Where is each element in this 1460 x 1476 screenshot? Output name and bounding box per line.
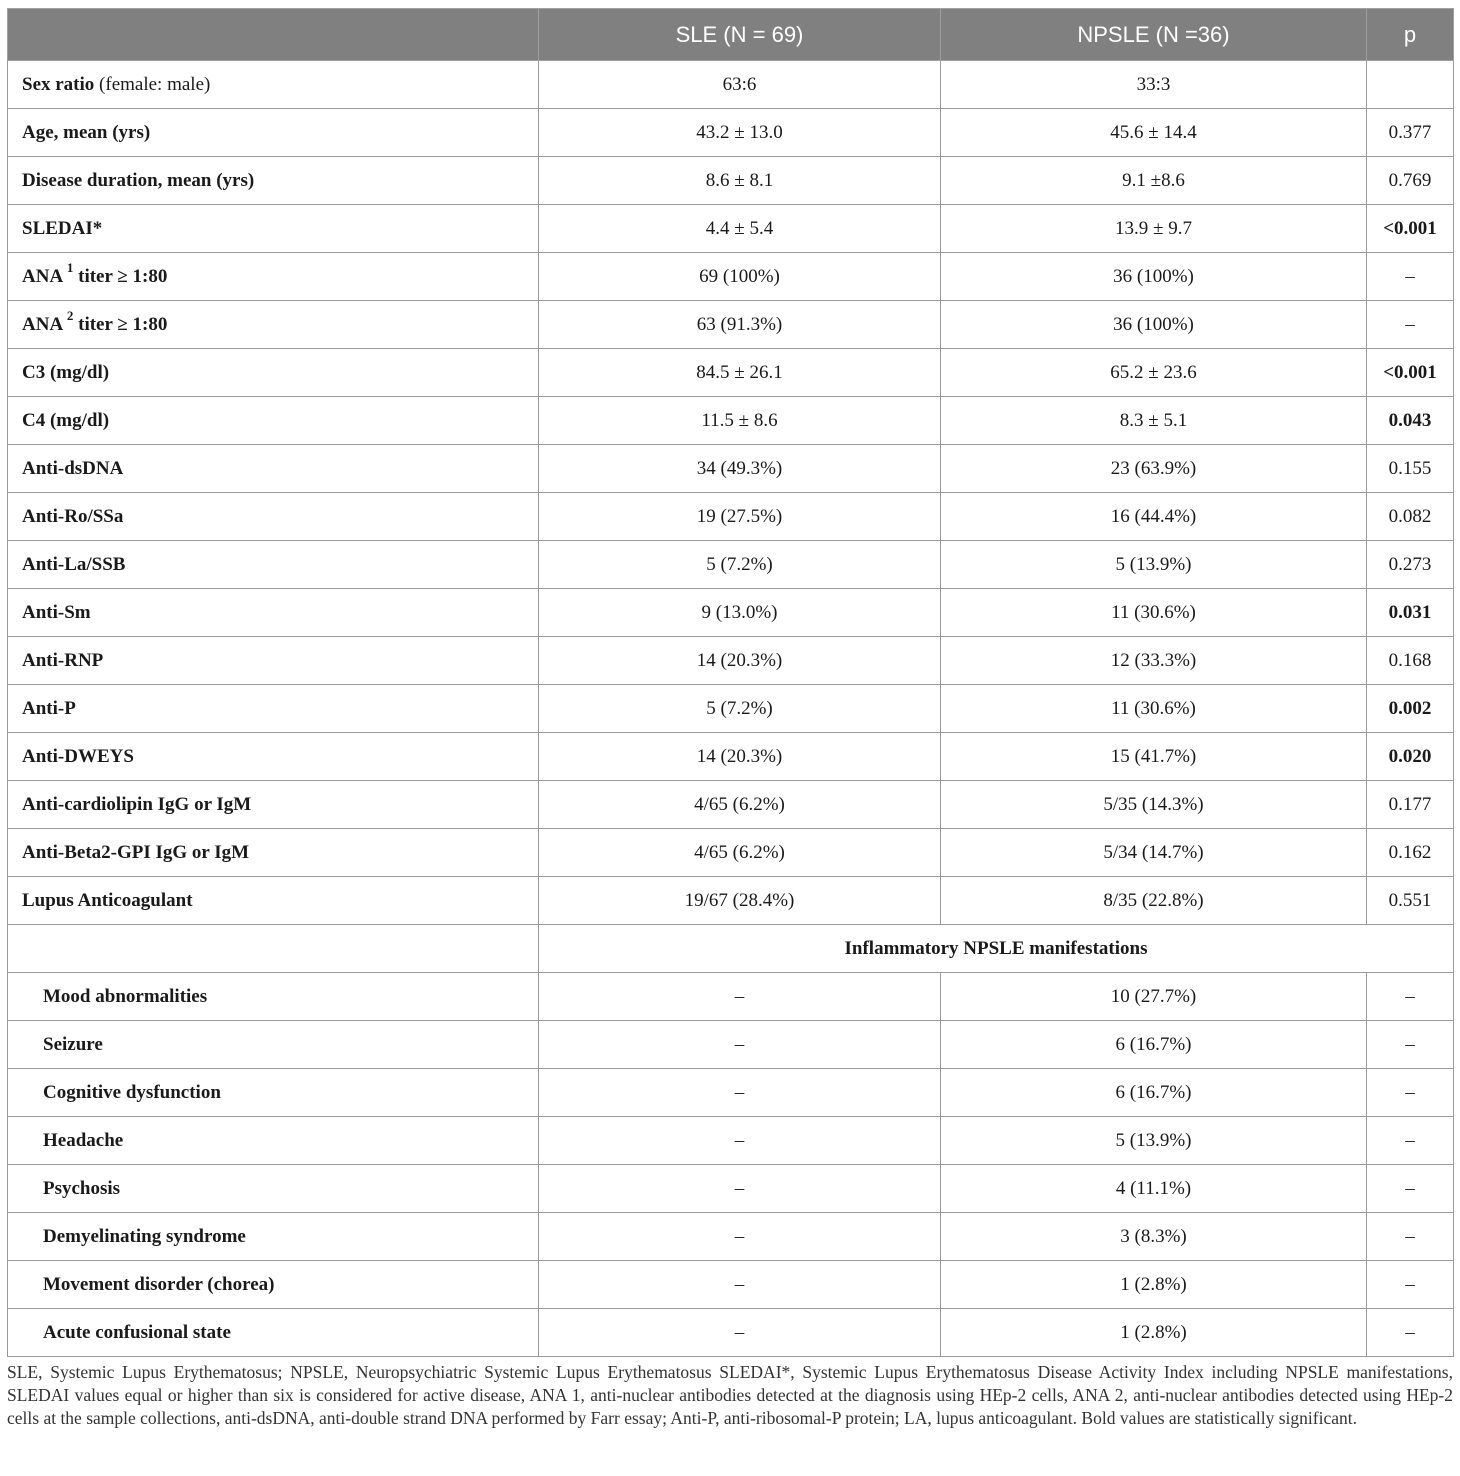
row-label: Psychosis: [8, 1165, 539, 1213]
table-row: [8, 1117, 1454, 1165]
header-cell-p: p: [1367, 9, 1454, 61]
p-cell: –: [1367, 1213, 1454, 1261]
sle-cell: 11.5 ± 8.6: [539, 397, 941, 445]
p-cell: 0.002: [1367, 685, 1454, 733]
row-label: ANA $^1$ titer ≥ 1:80: [8, 253, 539, 301]
table-row: [8, 973, 1454, 1021]
npsle-cell: 1 (2.8%): [941, 1261, 1367, 1309]
table-row: [8, 1165, 1454, 1213]
p-cell: 0.020: [1367, 733, 1454, 781]
sle-cell: 4/65 (6.2%): [539, 829, 941, 877]
p-cell: –: [1367, 1069, 1454, 1117]
npsle-cell: 15 (41.7%): [941, 733, 1367, 781]
sle-cell: –: [539, 1069, 941, 1117]
npsle-cell: 45.6 ± 14.4: [941, 109, 1367, 157]
row-label: Lupus Anticoagulant: [8, 877, 539, 925]
npsle-cell: 6 (16.7%): [941, 1021, 1367, 1069]
npsle-cell: 23 (63.9%): [941, 445, 1367, 493]
section-row: [8, 925, 1454, 973]
header-cell-label: [8, 9, 539, 61]
sle-cell: 8.6 ± 8.1: [539, 157, 941, 205]
header-cell-sle: SLE (N = 69): [539, 9, 941, 61]
table-row: [8, 829, 1454, 877]
row-label: Anti-La/SSB: [8, 541, 539, 589]
sle-cell: 5 (7.2%): [539, 541, 941, 589]
sle-cell: 4/65 (6.2%): [539, 781, 941, 829]
row-label: Anti-P: [8, 685, 539, 733]
p-cell: 0.155: [1367, 445, 1454, 493]
sle-cell: 84.5 ± 26.1: [539, 349, 941, 397]
table-row: [8, 781, 1454, 829]
table-row: [8, 1309, 1454, 1357]
sle-cell: 19 (27.5%): [539, 493, 941, 541]
npsle-cell: 8/35 (22.8%): [941, 877, 1367, 925]
row-label: Cognitive dysfunction: [8, 1069, 539, 1117]
p-cell: –: [1367, 1021, 1454, 1069]
p-cell: 0.769: [1367, 157, 1454, 205]
p-cell: –: [1367, 301, 1454, 349]
row-label: Headache: [8, 1117, 539, 1165]
p-cell: [1367, 61, 1454, 109]
section-title: Inflammatory NPSLE manifestations: [539, 925, 1454, 973]
p-cell: 0.168: [1367, 637, 1454, 685]
npsle-cell: 5 (13.9%): [941, 541, 1367, 589]
p-cell: –: [1367, 1309, 1454, 1357]
row-label: SLEDAI*: [8, 205, 539, 253]
table-row: [8, 349, 1454, 397]
npsle-cell: 36 (100%): [941, 301, 1367, 349]
table-row: [8, 301, 1454, 349]
npsle-cell: 36 (100%): [941, 253, 1367, 301]
row-label: Demyelinating syndrome: [8, 1213, 539, 1261]
sle-cell: –: [539, 1117, 941, 1165]
npsle-cell: 13.9 ± 9.7: [941, 205, 1367, 253]
table-row: [8, 733, 1454, 781]
p-cell: –: [1367, 1117, 1454, 1165]
table-row: [8, 637, 1454, 685]
row-label: Movement disorder (chorea): [8, 1261, 539, 1309]
sle-cell: 63:6: [539, 61, 941, 109]
npsle-cell: 5/34 (14.7%): [941, 829, 1367, 877]
sle-cell: 5 (7.2%): [539, 685, 941, 733]
npsle-cell: 9.1 ±8.6: [941, 157, 1367, 205]
sle-cell: 9 (13.0%): [539, 589, 941, 637]
p-cell: 0.177: [1367, 781, 1454, 829]
p-cell: 0.031: [1367, 589, 1454, 637]
npsle-cell: 4 (11.1%): [941, 1165, 1367, 1213]
row-label: C3 (mg/dl): [8, 349, 539, 397]
row-label: Seizure: [8, 1021, 539, 1069]
sle-cell: 14 (20.3%): [539, 733, 941, 781]
table-row: [8, 109, 1454, 157]
row-label: ANA $^2$ titer ≥ 1:80: [8, 301, 539, 349]
p-cell: –: [1367, 973, 1454, 1021]
table-row: [8, 157, 1454, 205]
sle-cell: –: [539, 1213, 941, 1261]
p-cell: 0.043: [1367, 397, 1454, 445]
sle-cell: 69 (100%): [539, 253, 941, 301]
row-label: Anti-dsDNA: [8, 445, 539, 493]
sle-cell: –: [539, 1261, 941, 1309]
sle-cell: 14 (20.3%): [539, 637, 941, 685]
section-spacer: [8, 925, 539, 973]
table-row: [8, 685, 1454, 733]
npsle-cell: 12 (33.3%): [941, 637, 1367, 685]
row-label: Anti-DWEYS: [8, 733, 539, 781]
sle-cell: –: [539, 1165, 941, 1213]
sle-cell: 43.2 ± 13.0: [539, 109, 941, 157]
row-label: Acute confusional state: [8, 1309, 539, 1357]
table-row: [8, 253, 1454, 301]
row-label: Mood abnormalities: [8, 973, 539, 1021]
row-label: Disease duration, mean (yrs): [8, 157, 539, 205]
sle-cell: 4.4 ± 5.4: [539, 205, 941, 253]
npsle-cell: 3 (8.3%): [941, 1213, 1367, 1261]
p-cell: –: [1367, 1261, 1454, 1309]
row-label: Anti-Sm: [8, 589, 539, 637]
row-label: Anti-Beta2-GPI IgG or IgM: [8, 829, 539, 877]
p-cell: 0.377: [1367, 109, 1454, 157]
table-row: [8, 1213, 1454, 1261]
sle-cell: –: [539, 973, 941, 1021]
p-cell: 0.551: [1367, 877, 1454, 925]
npsle-cell: 16 (44.4%): [941, 493, 1367, 541]
table-row: [8, 1021, 1454, 1069]
p-cell: –: [1367, 1165, 1454, 1213]
table-row: [8, 445, 1454, 493]
table-container: [7, 8, 1453, 1430]
header-row: [8, 9, 1454, 61]
p-cell: <0.001: [1367, 205, 1454, 253]
npsle-cell: 6 (16.7%): [941, 1069, 1367, 1117]
table-row: [8, 541, 1454, 589]
data-table: [7, 8, 1454, 1357]
table-footnote: SLE, Systemic Lupus Erythematosus; NPSLE, Neuropsychiatric Systemic Lupus Erythematosus SLEDAI*, Systemic Lupus Erythematosus Disease Activity Index including NPSLE manifestations, SLEDAI values equal or higher than six is considered for active disease, ANA 1, anti-nuclear antibodies detected at the diagnosis using HEp-2 cells, ANA 2, anti-nuclear antibodies detected using HEp-2 cells at the sample collections, anti-dsDNA, anti-double strand DNA performed by Farr essay; Anti-P, anti-ribosomal-P protein; LA, lupus anticoagulant. Bold values are statistically significant.: [7, 1362, 1453, 1428]
row-label: Sex ratio (female: male): [8, 61, 539, 109]
npsle-cell: 1 (2.8%): [941, 1309, 1367, 1357]
row-label: Anti-cardiolipin IgG or IgM: [8, 781, 539, 829]
sle-cell: 19/67 (28.4%): [539, 877, 941, 925]
p-cell: 0.082: [1367, 493, 1454, 541]
p-cell: 0.273: [1367, 541, 1454, 589]
sle-cell: –: [539, 1021, 941, 1069]
sle-cell: –: [539, 1309, 941, 1357]
npsle-cell: 5/35 (14.3%): [941, 781, 1367, 829]
npsle-cell: 11 (30.6%): [941, 685, 1367, 733]
npsle-cell: 8.3 ± 5.1: [941, 397, 1367, 445]
p-cell: <0.001: [1367, 349, 1454, 397]
npsle-cell: 10 (27.7%): [941, 973, 1367, 1021]
p-cell: –: [1367, 253, 1454, 301]
npsle-cell: 11 (30.6%): [941, 589, 1367, 637]
table-row: [8, 589, 1454, 637]
row-label: C4 (mg/dl): [8, 397, 539, 445]
table-row: [8, 493, 1454, 541]
sle-cell: 34 (49.3%): [539, 445, 941, 493]
table-row: [8, 61, 1454, 109]
header-cell-npsle: NPSLE (N =36): [941, 9, 1367, 61]
npsle-cell: 33:3: [941, 61, 1367, 109]
row-label: Age, mean (yrs): [8, 109, 539, 157]
npsle-cell: 65.2 ± 23.6: [941, 349, 1367, 397]
sle-cell: 63 (91.3%): [539, 301, 941, 349]
npsle-cell: 5 (13.9%): [941, 1117, 1367, 1165]
p-cell: 0.162: [1367, 829, 1454, 877]
table-row: [8, 397, 1454, 445]
table-row: [8, 205, 1454, 253]
table-row: [8, 1069, 1454, 1117]
row-label: Anti-RNP: [8, 637, 539, 685]
table-row: [8, 1261, 1454, 1309]
row-label: Anti-Ro/SSa: [8, 493, 539, 541]
table-row: [8, 877, 1454, 925]
